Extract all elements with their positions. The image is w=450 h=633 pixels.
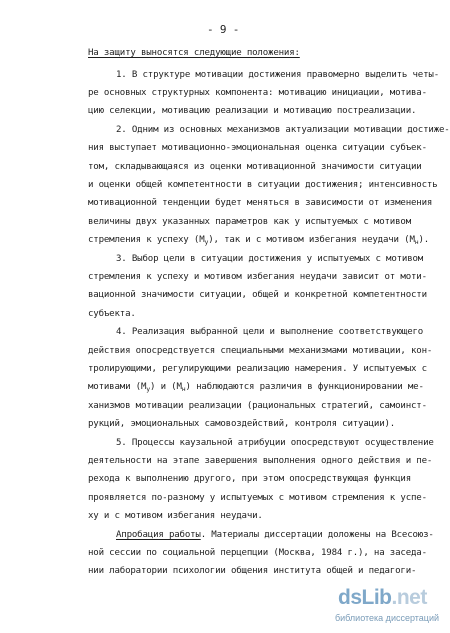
subscript-n: н [414, 238, 419, 246]
watermark-logo-domain: .net [391, 586, 427, 609]
page-number: - 9 - [207, 23, 240, 36]
watermark-logo-main: dsLib [338, 586, 392, 609]
text-line [88, 382, 424, 393]
text-line: и оценки общей компетентности в ситуации достижения; интенсивность [88, 180, 438, 190]
text-line: мотивационной тенденции будет меняться в зависимости от изменения [88, 198, 433, 208]
approbation-heading: Апробация работы [116, 530, 201, 540]
text-fragment: мотивами (M [88, 382, 147, 392]
text-line: деятельности на этапе завершения выполнения одного действия и пе- [88, 456, 433, 466]
text-fragment: ) и (M [149, 382, 182, 392]
text-line: величины двух указанных параметров как у испытуемых с мотивом [88, 217, 411, 227]
text-line: вационной значимости ситуации, общей и конкретной компетентности [88, 290, 427, 300]
text-line: 3. Выбор цели в ситуации достижения у испытуемых с мотивом [116, 254, 424, 264]
text-line [116, 530, 434, 541]
text-fragment: ), так и с мотивом избегания неудачи (M [208, 235, 415, 245]
text-fragment: стремления к успеху (M [88, 235, 205, 245]
text-line: нии лаборатории психологии общения института общей и педагоги- [88, 566, 417, 576]
text-line [88, 235, 429, 246]
text-line: ния выступает мотивационно-эмоциональная оценка ситуации субъек- [88, 143, 427, 153]
text-line: 5. Процессы каузальной атрибуции опосредствуют осуществление [116, 438, 434, 448]
text-line: рукций, эмоциональных самовоздействий, контроля ситуации). [88, 419, 396, 429]
section-heading-text: На защиту выносятся следующие положения: [88, 48, 300, 58]
text-line: действия опосредствуется специальными механизмами мотивации, кон- [88, 346, 433, 356]
subscript-n: н [181, 385, 186, 393]
text-line: тролирующими, регулирующими реализацию намерения. У испытуемых с [88, 364, 427, 374]
text-line: ре основных структурных компонента: мотивацию инициации, мотива- [88, 88, 427, 98]
watermark-subtitle: библиотека диссертаций [335, 613, 440, 623]
subscript-u: у [146, 385, 150, 393]
watermark-logo [338, 586, 427, 610]
text-line: субъекта. [88, 309, 136, 319]
text-line: 1. В структуре мотивации достижения правомерно выделить четы- [116, 70, 439, 80]
watermark [335, 586, 445, 626]
section-heading [88, 48, 300, 59]
text-line: 2. Одним из основных механизмов актуализации мотивации достиже- [116, 125, 450, 135]
text-line: стремления к успеху и мотивом избегания неудачи зависит от моти- [88, 272, 427, 282]
text-line: ханизмов мотивации реализации (рациональных стратегий, самоинст- [88, 401, 427, 411]
text-fragment: ) наблюдаются различия в функционировании ме- [185, 382, 424, 392]
text-line: цию селекции, мотивацию реализации и мотивацию постреализации. [88, 106, 417, 116]
text-fragment: . Материалы диссертации доложены на Всесоюз- [200, 530, 434, 540]
text-line: проявляется по-разному у испытуемых с мотивом стремления к успе- [88, 493, 427, 503]
text-fragment: ). [418, 235, 430, 245]
text-line: том, складывающаяся из оценки мотивационной значимости ситуации [88, 162, 422, 172]
subscript-u: у [204, 238, 209, 246]
text-line: рехода к выполнению другого, при этом опосредствующая функция [88, 474, 411, 484]
text-line: ной сессии по социальной перцепции (Москва, 1984 г.), на заседа- [88, 548, 427, 558]
text-line: ху и с мотивом избегания неудачи. [88, 511, 263, 521]
text-line: 4. Реализация выбранной цели и выполнение соответствующего [116, 327, 424, 337]
